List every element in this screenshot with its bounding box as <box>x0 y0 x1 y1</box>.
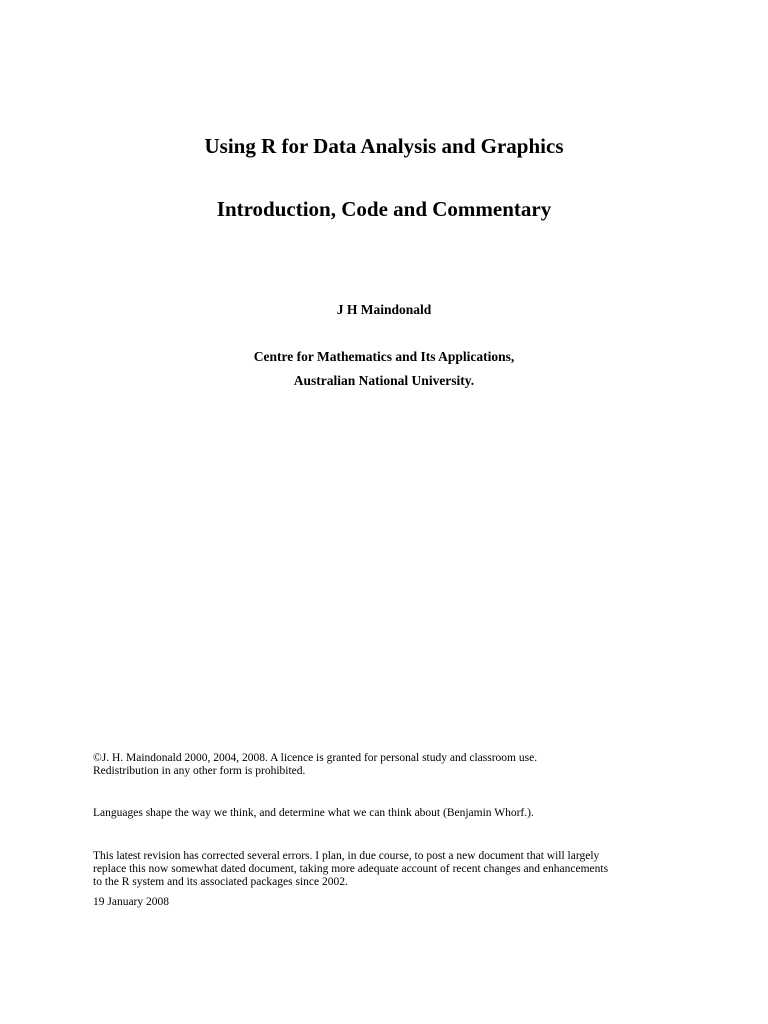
revision-note-line-3: to the R system and its associated packages since 2002. <box>93 876 348 888</box>
revision-date: 19 January 2008 <box>93 896 170 908</box>
document-title: Using R for Data Analysis and Graphics <box>204 134 564 158</box>
revision-note-line-1: This latest revision has corrected several errors. I plan, in due course, to post a new document that will largely <box>93 850 600 862</box>
author-name: J H Maindonald <box>336 302 432 317</box>
document-subtitle: Introduction, Code and Commentary <box>216 197 552 221</box>
revision-note-line-2: replace this now somewhat dated document, taking more adequate account of recent changes and enhancements <box>93 863 609 875</box>
affiliation-line-2: Australian National University. <box>293 373 475 388</box>
copyright-notice-line-1: ©J. H. Maindonald 2000, 2004, 2008. A licence is granted for personal study and classroom use. <box>93 752 538 764</box>
affiliation-line-1: Centre for Mathematics and Its Applications, <box>253 349 515 364</box>
copyright-notice-line-2: Redistribution in any other form is prohibited. <box>93 765 306 777</box>
epigraph-quote: Languages shape the way we think, and determine what we can think about (Benjamin Whorf.). <box>93 807 534 819</box>
